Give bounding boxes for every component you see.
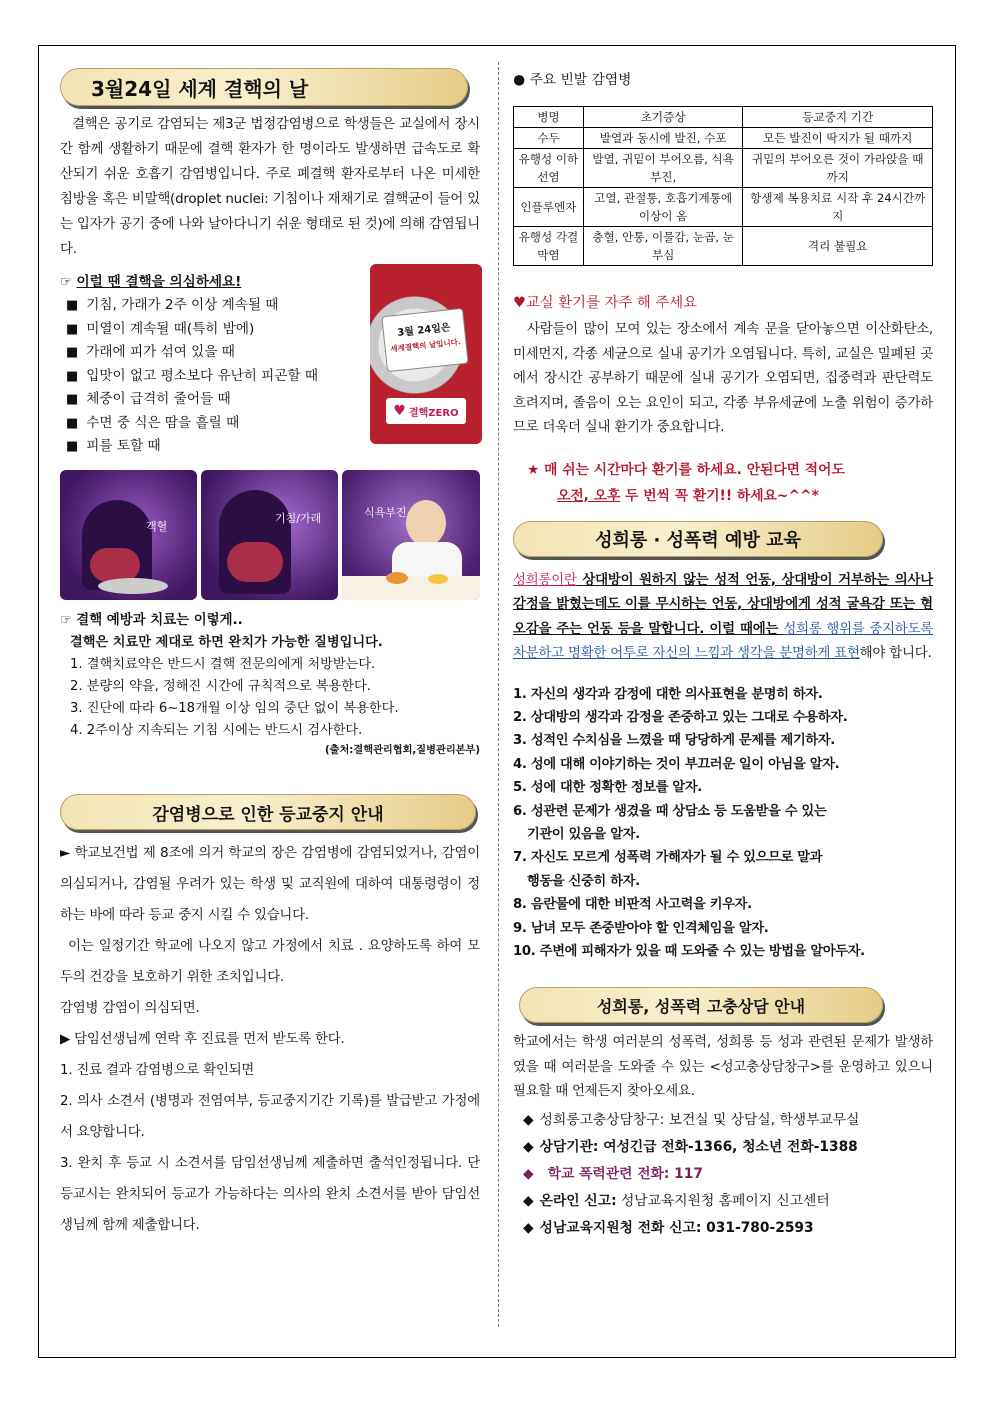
- bullet-icon: ●: [513, 72, 530, 88]
- tb-prevention: [60, 610, 480, 760]
- list-item: 4. 성에 대해 이야기하는 것이 부끄러운 일이 아님을 알자.: [513, 756, 840, 772]
- tb-day-title: 3월24일 세계 결핵의 날: [91, 76, 309, 101]
- stop-paragraph: ▶ 담임선생님께 연락 후 진료를 먼저 받도록 한다.: [60, 1032, 345, 1047]
- table-header-row: [514, 107, 933, 128]
- table-cell: 귀밑의 부어오른 것이 가라앉을 때까지: [743, 149, 933, 188]
- tb-day-poster: [370, 264, 482, 444]
- stop-paragraph: 3. 완치 후 등교 시 소견서를 담임선생님께 제출하면 출석인정됩니다. 단 등교시는 완치되어 등교가 가능하다는 의사의 완치 소견서를 받아 담임선생님께 함께 제출합니다.: [60, 1156, 480, 1233]
- stop-paragraph: 감염병 감염이 의심되면.: [60, 1001, 200, 1016]
- table-cell: 항생제 복용치료 시작 후 24시간까지: [743, 188, 933, 227]
- table-header: 병명: [514, 107, 584, 128]
- hemoptysis-illustration: [60, 470, 197, 600]
- table-cell: 모든 발진이 딱지가 될 때까지: [743, 128, 933, 149]
- poster-logo: 결핵ZERO: [408, 407, 459, 419]
- harassment-banner: [513, 521, 883, 557]
- image-caption: 객혈: [146, 520, 168, 533]
- table-row: [514, 227, 933, 266]
- harassment-definition: 성희롱이란 상대방이 원하지 않는 성적 언동, 상대방이 거부하는 의사나 감정을 밝혔는데도 이를 무시하는 언동, 상대방에게 성적 굴욕감 또는 혐오감을 주는 언동 등을 말합니다. 이럴 때에는 성희롱 행위를 중지하도록 차분하고 명확한 어투로 자신의 느낌과 생각을 분명하게 표현해야 합니다.: [513, 572, 934, 661]
- ventilation-tip: [513, 457, 933, 509]
- school-stop-banner: [60, 794, 476, 830]
- list-item: ■ 기침, 가래가 2주 이상 계속될 때: [66, 294, 480, 318]
- prevention-heading: ☞ 결핵 예방과 치료는 이렇게..: [60, 613, 243, 628]
- ventilation-section: [513, 292, 933, 509]
- counseling-banner: [519, 987, 883, 1023]
- list-item: ◆ 성희롱고충상담창구: 보건실 및 상담실, 학생부교무실: [523, 1107, 933, 1134]
- table-cell: 유행성 각결막염: [514, 227, 584, 266]
- harassment-title: 성희롱 · 성폭력 예방 교육: [595, 529, 801, 551]
- list-item: 10. 주변에 피해자가 있을 때 도와줄 수 있는 방법을 알아두자.: [513, 943, 865, 959]
- symptom-section: [60, 270, 480, 452]
- table-header: 등교중지 기간: [743, 107, 933, 128]
- cough-illustration: [201, 470, 338, 600]
- image-caption: 식욕부진: [364, 506, 407, 519]
- tb-day-banner: [60, 68, 468, 106]
- list-item: 1. 자신의 생각과 감정에 대한 의사표현을 분명히 하자.: [513, 686, 823, 702]
- prevention-rules: [513, 683, 933, 964]
- counseling-title: 성희롱, 성폭력 고충상담 안내: [596, 996, 806, 1016]
- list-item: ◆ 성남교육지원청 전화 신고: 031-780-2593: [523, 1215, 933, 1242]
- school-stop-title: 감염병으로 인한 등교중지 안내: [152, 804, 384, 825]
- poster-date: 3월 24일은: [396, 322, 452, 339]
- table-cell: 유행성 이하선염: [514, 149, 584, 188]
- school-stop-body: [60, 838, 480, 1241]
- ventilation-tip-line1: ★ 매 쉬는 시간마다 환기를 하세요. 안된다면 적어도: [527, 461, 845, 478]
- symptom-illustrations: [60, 470, 480, 600]
- list-item: 3. 진단에 따라 6~18개월 이상 임의 중단 없이 복용한다.: [70, 701, 399, 716]
- table-cell: 발열과 동시에 발진, 수포: [583, 128, 743, 149]
- disease-table: [513, 106, 933, 266]
- ventilation-tip-line2: 오전, 오후 두 번씩 꼭 환기!! 하세요~^^*: [557, 487, 819, 504]
- stop-paragraph: ► 학교보건법 제 8조에 의거 학교의 장은 감염병에 감염되었거나, 감염이 의심되거나, 감염될 우려가 있는 학생 및 교직원에 대하여 대통령령이 정하는 바에 따라 등교 중지 시킬 수 있습니다.: [60, 846, 480, 923]
- table-header: 초기증상: [583, 107, 743, 128]
- table-cell: 충혈, 안통, 이물감, 눈곱, 눈부심: [583, 227, 743, 266]
- prevention-list: [60, 654, 480, 742]
- stop-paragraph: 2. 의사 소견서 (병명과 전염여부, 등교중지기간 기록)를 발급받고 가정에서 요양합니다.: [60, 1094, 480, 1140]
- table-row: [514, 149, 933, 188]
- table-cell: 발열, 귀밑이 부어오름, 식욕부진,: [583, 149, 743, 188]
- stop-paragraph: 이는 일정기간 학교에 나오지 않고 가정에서 치료 . 요양하도록 하여 모두의 건강을 보호하기 위한 조치입니다.: [60, 939, 480, 985]
- prevention-subtitle: 결핵은 치료만 제대로 하면 완치가 가능한 질병입니다.: [70, 635, 383, 650]
- list-item: ■ 피를 토할 때: [66, 435, 480, 459]
- ventilation-text: 사람들이 많이 모여 있는 장소에서 계속 문을 닫아놓으면 이산화탄소, 미세먼지, 각종 세균으로 실내 공기가 오염됩니다. 특히, 교실은 밀폐된 곳에서 장시간 공부하기 때문에 실내 공기가 오염되면, 집중력과 판단력도 흐려지며, 졸음이 오는 요인이 되고, 각종 부유세균에 노출 위험이 증가하므로 더욱더 실내 환기가 중요합니다.: [513, 322, 933, 435]
- list-item: 3. 성적인 수치심을 느꼈을 때 당당하게 문제를 제기하자.: [513, 733, 835, 749]
- suspect-heading: ☞ 이럴 땐 결핵을 의심하세요!: [60, 274, 242, 290]
- table-cell: 인플루엔자: [514, 188, 584, 227]
- list-item: 2. 분량의 약을, 정해진 시간에 규칙적으로 복용한다.: [70, 679, 371, 694]
- column-divider: [498, 62, 499, 1327]
- tb-intro: 결핵은 공기로 감염되는 제3군 법정감염병으로 학생들은 교실에서 장시간 함께 생활하기 때문에 결핵 환자가 한 명이라도 발생하면 급속도로 확산되기 쉬운 호흡기 감염병입니다. 주로 폐결핵 환자로부터 나온 미세한 침방울 혹은 비말핵(droplet nuclei: 기침이나 재채기로 결핵균이 들어 있는 입자가 공기 중에 나와 날아다니기 쉬운 형태로 된 것)에 의해 감염됩니다.: [60, 117, 480, 257]
- appetite-loss-illustration: [342, 470, 480, 600]
- table-row: [514, 128, 933, 149]
- source-note: (출처:결핵관리협회,질병관리본부): [324, 745, 480, 756]
- list-item: 6. 성관련 문제가 생겼을 때 상담소 등 도움받을 수 있는 기관이 있음을 알자.: [513, 803, 827, 842]
- list-item: ■ 입맛이 없고 평소보다 유난히 피곤할 때: [66, 365, 480, 389]
- list-item: 9. 남녀 모두 존중받아야 할 인격체임을 알자.: [513, 920, 769, 936]
- stop-paragraph: 1. 진료 결과 감염병으로 확인되면: [60, 1063, 255, 1078]
- list-item: ■ 수면 중 식은 땀을 흘릴 때: [66, 412, 480, 436]
- list-item: ◆ 학교 폭력관련 전화: 117: [523, 1161, 933, 1188]
- counseling-contacts: [523, 1107, 933, 1242]
- list-item: ◆ 온라인 신고: 성남교육지원청 홈페이지 신고센터: [523, 1188, 933, 1215]
- pointing-hand-icon: ☞: [60, 613, 77, 628]
- counseling-text: 학교에서는 학생 여러분의 성폭력, 성희롱 등 성과 관련된 문제가 발생하였을 때 여러분을 도와줄 수 있는 <성고충상담창구>를 운영하고 있으니 필요할 때 언제든지 찾아오세요.: [513, 1035, 933, 1100]
- poster-caption: 세계결핵의 날입니다.: [389, 337, 462, 354]
- table-cell: 고열, 관절통, 호흡기계통에 이상이 옴: [583, 188, 743, 227]
- list-item: 7. 자신도 모르게 성폭력 가해자가 될 수 있으므로 말과 행동을 신중히 하자.: [513, 850, 823, 889]
- list-item: ◆ 상담기관: 여성긴급 전화-1366, 청소년 전화-1388: [523, 1134, 933, 1161]
- ventilation-heading: ♥교실 환기를 자주 해 주세요: [513, 295, 698, 311]
- image-caption: 기침/가래: [275, 512, 322, 525]
- list-item: 2. 상대방의 생각과 감정을 존중하고 있는 그대로 수용하자.: [513, 709, 848, 725]
- list-item: 1. 결핵치료약은 반드시 결핵 전문의에게 처방받는다.: [70, 657, 376, 672]
- list-item: ■ 체중이 급격히 줄어들 때: [66, 388, 480, 412]
- table-cell: 수두: [514, 128, 584, 149]
- right-column: [513, 68, 933, 1242]
- table-row: [514, 188, 933, 227]
- list-item: ■ 미열이 계속될 때(특히 밤에): [66, 318, 480, 342]
- pointing-hand-icon: ☞: [60, 274, 77, 290]
- list-item: ■ 가래에 피가 섞여 있을 때: [66, 341, 480, 365]
- left-column: [60, 68, 480, 1241]
- list-item: 5. 성에 대한 정확한 정보를 알자.: [513, 780, 703, 796]
- table-cell: 격리 불필요: [743, 227, 933, 266]
- heart-icon: ♥: [393, 403, 406, 419]
- disease-heading: ● 주요 빈발 감염병: [513, 72, 632, 88]
- list-item: 4. 2주이상 지속되는 기침 시에는 반드시 검사한다.: [70, 723, 363, 738]
- list-item: 8. 음란물에 대한 비판적 사고력을 키우자.: [513, 897, 752, 913]
